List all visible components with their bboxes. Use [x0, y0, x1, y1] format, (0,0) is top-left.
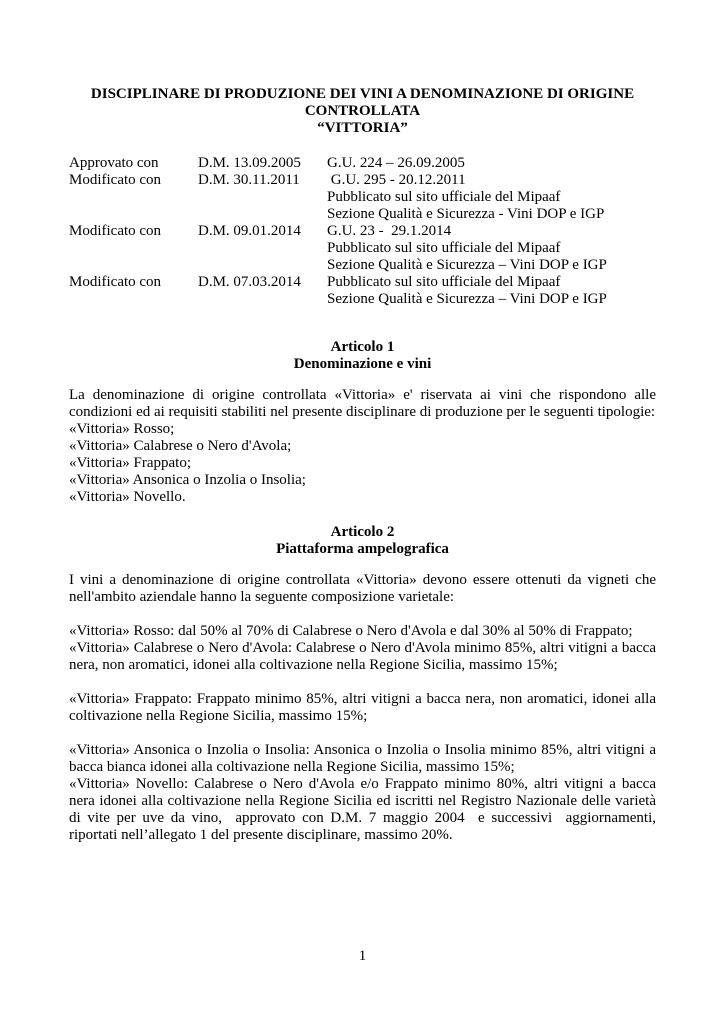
article-1-intro: La denominazione di origine controllata «Vittoria» e' riservata ai vini che rispondono alle condizioni ed ai requisiti stabiliti nel presente disciplinare di produzione per le seguenti tipologie:: [69, 387, 656, 420]
article-1-number: Articolo 1: [330, 339, 395, 355]
approval-decree: D.M. 13.09.2005: [198, 155, 301, 171]
approval-gazette: G.U. 224 – 26.09.2005: [327, 155, 465, 171]
approval-row: [69, 240, 656, 257]
article-1-title: Denominazione e vini: [293, 356, 432, 372]
article-1-types: [69, 421, 656, 506]
wine-type-item: «Vittoria» Frappato;: [69, 455, 191, 471]
approval-label: Modificato con: [69, 172, 162, 188]
approval-gazette: Sezione Qualità e Sicurezza – Vini DOP e IGP: [327, 257, 607, 273]
composition-ansonica: «Vittoria» Ansonica o Inzolia o Insolia: Ansonica o Inzolia o Insolia minimo 85%, altri vitigni a bacca bianca idonei alla coltivazione nella Regione Sicilia, massimo 15%;: [69, 742, 656, 775]
title-line-1: DISCIPLINARE DI PRODUZIONE DEI VINI A DENOMINAZIONE DI ORIGINE: [90, 86, 635, 102]
composition-novello: «Vittoria» Novello: Calabrese o Nero d'Avola e/o Frappato minimo 80%, altri vitigni a bacca nera idonei alla coltivazione nella Regione Sicilia ed iscritti nel Registro Nazionale delle varietà di vite per uve da vino, approvato con D.M. 7 maggio 2004 e successivi aggiornamenti, riportati nell’allegato 1 del presente disciplinare, massimo 20%.: [69, 776, 660, 843]
wine-type-item: «Vittoria» Rosso;: [69, 421, 175, 437]
approval-history: [69, 155, 656, 308]
article-2-title: Piattaforma ampelografica: [276, 541, 449, 557]
composition-calabrese: «Vittoria» Calabrese o Nero d'Avola: Calabrese o Nero d'Avola minimo 85%, altri vitigni a bacca nera, non aromatici, idonei alla coltivazione nella Regione Sicilia, massimo 15%;: [69, 640, 656, 673]
approval-row: [69, 206, 656, 223]
approval-gazette: Pubblicato sul sito ufficiale del Mipaaf: [327, 274, 561, 290]
article-2-intro: I vini a denominazione di origine controllata «Vittoria» devono essere ottenuti da vigneti che nell'ambito aziendale hanno la seguente composizione varietale:: [69, 572, 656, 605]
composition-frappato: «Vittoria» Frappato: Frappato minimo 85%, altri vitigni a bacca nera, non aromatici, idonei alla coltivazione nella Regione Sicilia, massimo 15%;: [69, 691, 656, 724]
page-number: 1: [358, 948, 367, 964]
approval-gazette: Sezione Qualità e Sicurezza – Vini DOP e IGP: [327, 291, 607, 307]
article-2-number: Articolo 2: [330, 524, 395, 540]
approval-gazette: Pubblicato sul sito ufficiale del Mipaaf: [327, 240, 561, 256]
approval-row: [69, 223, 656, 240]
approval-gazette: G.U. 23 - 29.1.2014: [327, 223, 452, 239]
approval-row: [69, 257, 656, 274]
approval-row: [69, 155, 656, 172]
approval-gazette: G.U. 295 - 20.12.2011: [327, 172, 466, 188]
document-title: [69, 86, 656, 137]
approval-row: [69, 189, 656, 206]
approval-decree: D.M. 07.03.2014: [198, 274, 301, 290]
approval-row: [69, 291, 656, 308]
approval-label: Modificato con: [69, 223, 162, 239]
approval-gazette: Pubblicato sul sito ufficiale del Mipaaf: [327, 189, 561, 205]
title-line-2: CONTROLLATA: [304, 103, 421, 119]
wine-type-item: «Vittoria» Ansonica o Inzolia o Insolia;: [69, 472, 306, 488]
article-2-heading: [69, 524, 656, 558]
title-line-3: “VITTORIA”: [317, 120, 408, 136]
wine-type-item: «Vittoria» Novello.: [69, 489, 186, 505]
approval-gazette: Sezione Qualità e Sicurezza - Vini DOP e IGP: [327, 206, 605, 222]
approval-decree: D.M. 30.11.2011: [198, 172, 300, 188]
approval-decree: D.M. 09.01.2014: [198, 223, 301, 239]
approval-label: Approvato con: [69, 155, 159, 171]
wine-type-item: «Vittoria» Calabrese o Nero d'Avola;: [69, 438, 292, 454]
approval-row: [69, 274, 656, 291]
composition-rosso: «Vittoria» Rosso: dal 50% al 70% di Calabrese o Nero d'Avola e dal 30% al 50% di Frappato;: [69, 623, 633, 639]
article-1-heading: [69, 339, 656, 373]
approval-row: [69, 172, 656, 189]
approval-label: Modificato con: [69, 274, 162, 290]
